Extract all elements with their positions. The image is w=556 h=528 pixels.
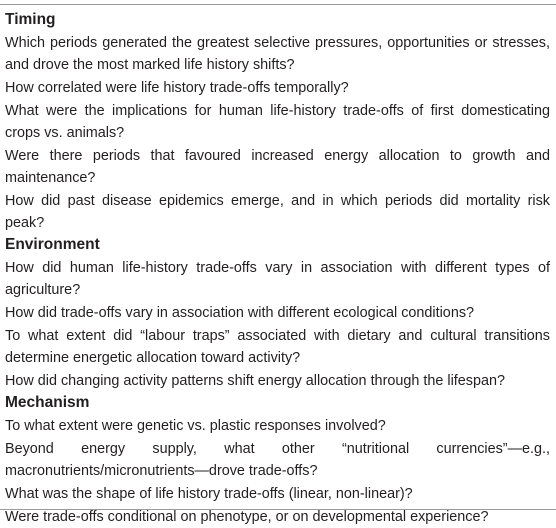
section-heading: Timing bbox=[5, 11, 56, 28]
section-timing bbox=[0, 9, 556, 234]
question-item: How did past disease epidemics emerge, and in which periods did mortality risk peak? bbox=[5, 193, 550, 231]
question-item: What were the implications for human life-history trade-offs of first domesticating crops vs. animals? bbox=[5, 103, 550, 141]
section-heading: Environment bbox=[5, 236, 100, 253]
question-item: How did changing activity patterns shift energy allocation through the lifespan? bbox=[5, 373, 505, 389]
question-item: Were there periods that favoured increased energy allocation to growth and maintenance? bbox=[5, 148, 550, 186]
question-item: To what extent were genetic vs. plastic responses involved? bbox=[5, 418, 386, 434]
section-environment bbox=[0, 234, 556, 392]
question-item: How did human life-history trade-offs vary in association with different types of agriculture? bbox=[5, 260, 550, 298]
question-item: What was the shape of life history trade-offs (linear, non-linear)? bbox=[5, 486, 413, 502]
section-mechanism bbox=[0, 392, 556, 528]
question-item: How correlated were life history trade-offs temporally? bbox=[5, 80, 349, 96]
question-item: Beyond energy supply, what other “nutritional currencies”—e.g., macronutrients/micronutrients—drove trade-offs? bbox=[5, 441, 550, 479]
question-item: Were trade-offs conditional on phenotype, or on developmental experience? bbox=[5, 509, 489, 525]
research-questions-table bbox=[0, 4, 556, 525]
question-item: How did trade-offs vary in association with different ecological conditions? bbox=[5, 305, 475, 321]
section-heading: Mechanism bbox=[5, 394, 90, 411]
question-item: To what extent did “labour traps” associated with dietary and cultural transitions determine energetic allocation toward activity? bbox=[5, 328, 550, 366]
question-item: Which periods generated the greatest selective pressures, opportunities or stresses, and drove the most marked life history shifts? bbox=[5, 35, 550, 73]
